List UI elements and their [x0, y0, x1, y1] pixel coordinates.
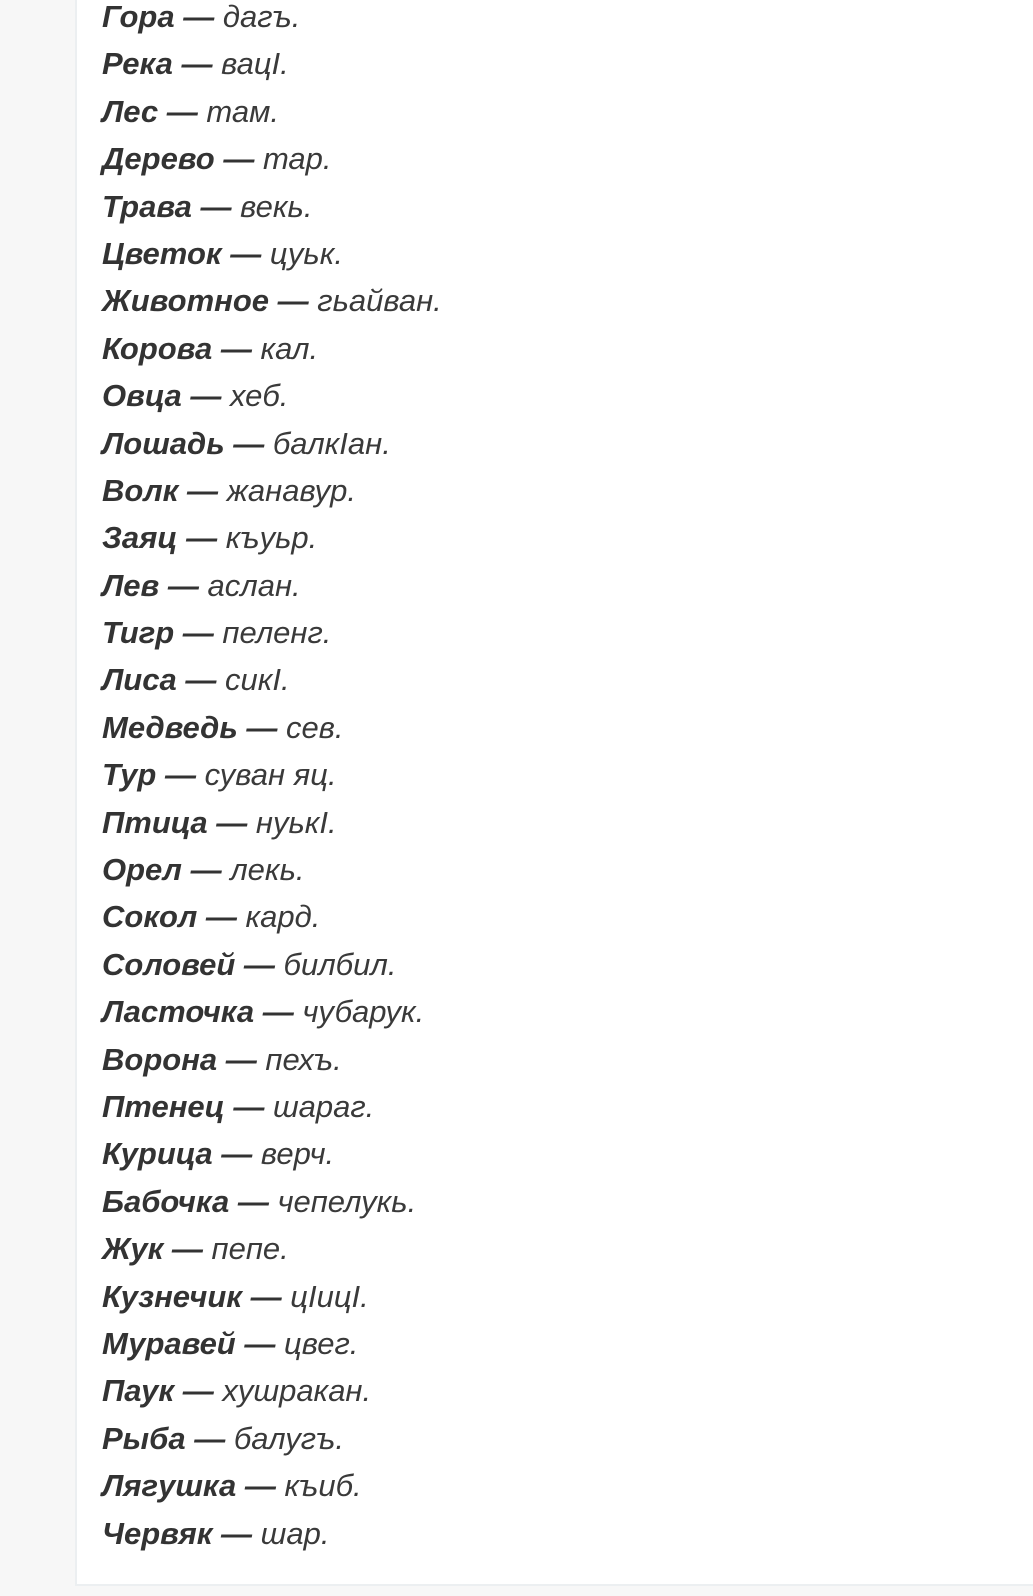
entry-translation: аслан.	[207, 567, 301, 603]
entry-term: Лиса	[102, 662, 177, 698]
vocabulary-entry	[102, 1510, 442, 1557]
entry-dash: —	[167, 567, 199, 603]
vocabulary-entry	[102, 656, 442, 703]
entry-term: Лягушка	[102, 1468, 237, 1504]
entry-translation: сев.	[286, 709, 344, 745]
entry-term: Орел	[102, 852, 182, 888]
entry-translation: нуькI.	[255, 804, 337, 840]
entry-translation: сикI.	[224, 662, 290, 698]
entry-term: Заяц	[102, 520, 178, 556]
entry-translation: пеленг.	[222, 615, 332, 651]
vocabulary-entry	[102, 1036, 442, 1083]
entry-term: Лес	[102, 93, 159, 129]
entry-dash: —	[181, 46, 213, 82]
entry-translation: балугъ.	[233, 1420, 344, 1456]
entry-term: Гора	[102, 0, 175, 34]
entry-translation: цвег.	[284, 1325, 359, 1361]
entry-term: Кузнечик	[102, 1278, 242, 1314]
vocabulary-entry	[102, 846, 442, 893]
entry-term: Жук	[102, 1231, 164, 1267]
entry-term: Волк	[102, 472, 179, 508]
vocabulary-entry	[102, 372, 442, 419]
entry-dash: —	[190, 852, 222, 888]
vocabulary-entry	[102, 1130, 442, 1177]
vocabulary-entry	[102, 1178, 442, 1225]
entry-translation: цIицI.	[290, 1278, 369, 1314]
entry-dash: —	[190, 378, 222, 414]
vocabulary-entry	[102, 1083, 442, 1130]
entry-translation: цуьк.	[269, 235, 343, 271]
vocabulary-entry	[102, 135, 442, 182]
entry-translation: там.	[206, 93, 280, 129]
vocabulary-entry	[102, 325, 442, 372]
entry-dash: —	[225, 1041, 257, 1077]
entry-term: Курица	[102, 1136, 213, 1172]
vocabulary-entry	[102, 40, 442, 87]
entry-translation: чепелукь.	[277, 1183, 417, 1219]
entry-dash: —	[220, 330, 252, 366]
entry-term: Червяк	[102, 1515, 213, 1551]
entry-dash: —	[243, 946, 275, 982]
entry-term: Дерево	[102, 141, 215, 177]
vocabulary-entry	[102, 1320, 442, 1367]
entry-dash: —	[221, 1515, 253, 1551]
vocabulary-entry	[102, 799, 442, 846]
entry-dash: —	[182, 1373, 214, 1409]
entry-term: Бабочка	[102, 1183, 230, 1219]
entry-dash: —	[166, 93, 198, 129]
vocabulary-entry	[102, 1225, 442, 1272]
entry-dash: —	[200, 188, 232, 224]
entry-dash: —	[230, 235, 262, 271]
entry-dash: —	[186, 472, 218, 508]
entry-dash: —	[216, 804, 248, 840]
entry-dash: —	[233, 425, 265, 461]
vocabulary-entry	[102, 420, 442, 467]
entry-translation: тар.	[262, 141, 332, 177]
entry-translation: жанавур.	[226, 472, 356, 508]
entry-translation: дагъ.	[222, 0, 301, 34]
vocabulary-entry	[102, 1415, 442, 1462]
vocabulary-entry	[102, 609, 442, 656]
entry-term: Лев	[102, 567, 160, 603]
entry-dash: —	[221, 1136, 253, 1172]
vocabulary-entry	[102, 941, 442, 988]
entry-translation: балкIан.	[272, 425, 391, 461]
entry-term: Сокол	[102, 899, 198, 935]
entry-dash: —	[164, 757, 196, 793]
entry-term: Овца	[102, 378, 182, 414]
entry-term: Муравей	[102, 1325, 236, 1361]
entry-dash: —	[250, 1278, 282, 1314]
entry-term: Лошадь	[102, 425, 225, 461]
entry-translation: шар.	[260, 1515, 330, 1551]
vocabulary-entry	[102, 0, 442, 40]
entry-dash: —	[194, 1420, 226, 1456]
entry-translation: къуьр.	[225, 520, 318, 556]
vocabulary-entry	[102, 1462, 442, 1509]
entry-term: Птенец	[102, 1088, 225, 1124]
entry-translation: пехъ.	[265, 1041, 342, 1077]
entry-translation: вацI.	[221, 46, 289, 82]
entry-term: Трава	[102, 188, 192, 224]
entry-term: Корова	[102, 330, 213, 366]
entry-translation: хеб.	[229, 378, 289, 414]
entry-dash: —	[205, 899, 237, 935]
entry-dash: —	[237, 1183, 269, 1219]
entry-term: Тур	[102, 757, 157, 793]
entry-term: Ворона	[102, 1041, 218, 1077]
entry-term: Ласточка	[102, 994, 255, 1030]
entry-dash: —	[233, 1088, 265, 1124]
vocabulary-entry	[102, 751, 442, 798]
entry-term: Цветок	[102, 235, 222, 271]
entry-term: Медведь	[102, 709, 238, 745]
entry-dash: —	[182, 615, 214, 651]
document-page	[75, 0, 1033, 1586]
entry-term: Животное	[102, 283, 270, 319]
entry-translation: пепе.	[211, 1231, 289, 1267]
vocabulary-entry	[102, 88, 442, 135]
vocabulary-entry	[102, 183, 442, 230]
vocabulary-entry	[102, 1367, 442, 1414]
entry-translation: гьайван.	[317, 283, 442, 319]
entry-dash: —	[244, 1325, 276, 1361]
entry-dash: —	[244, 1468, 276, 1504]
entry-dash: —	[186, 520, 218, 556]
vocabulary-entry	[102, 277, 442, 324]
entry-term: Рыба	[102, 1420, 186, 1456]
entry-term: Тигр	[102, 615, 175, 651]
entry-dash: —	[171, 1231, 203, 1267]
entry-dash: —	[277, 283, 309, 319]
entry-dash: —	[246, 709, 278, 745]
vocabulary-entry	[102, 467, 442, 514]
vocabulary-entry	[102, 704, 442, 751]
entry-translation: суван яц.	[204, 757, 337, 793]
vocabulary-entry	[102, 562, 442, 609]
vocabulary-entry	[102, 988, 442, 1035]
entry-translation: чубарук.	[302, 994, 425, 1030]
entry-translation: кал.	[260, 330, 319, 366]
entry-term: Соловей	[102, 946, 236, 982]
entry-term: Паук	[102, 1373, 175, 1409]
entry-translation: лекь.	[230, 852, 305, 888]
entry-translation: верч.	[260, 1136, 335, 1172]
entry-translation: къиб.	[284, 1468, 362, 1504]
vocabulary-entry	[102, 514, 442, 561]
vocabulary-entry	[102, 1273, 442, 1320]
entry-term: Птица	[102, 804, 208, 840]
vocabulary-entry	[102, 893, 442, 940]
entry-dash: —	[223, 141, 255, 177]
entry-translation: кард.	[245, 899, 321, 935]
entry-term: Река	[102, 46, 173, 82]
entry-translation: хушракан.	[222, 1373, 372, 1409]
entry-translation: билбил.	[283, 946, 397, 982]
vocabulary-list	[102, 0, 442, 1557]
entry-dash: —	[185, 662, 217, 698]
entry-translation: векь.	[240, 188, 313, 224]
entry-translation: шараг.	[272, 1088, 375, 1124]
vocabulary-entry	[102, 230, 442, 277]
entry-dash: —	[183, 0, 215, 34]
entry-dash: —	[262, 994, 294, 1030]
